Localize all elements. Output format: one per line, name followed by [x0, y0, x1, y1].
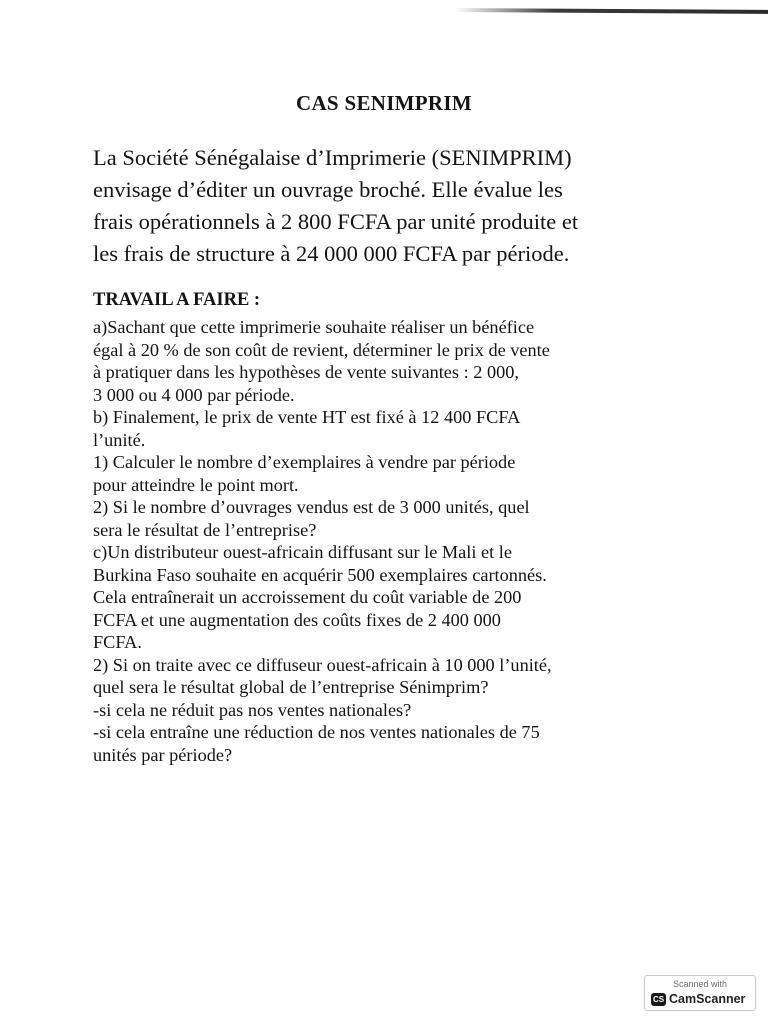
body-line: sera le résultat de l’entreprise?	[93, 519, 317, 540]
body-line: b) Finalement, le prix de vente HT est fixé à 12 400 FCFA	[93, 407, 521, 427]
intro-line: envisage d’éditer un ouvrage broché. Elle évalue les	[93, 177, 563, 202]
body-line: 2) Si on traite avec ce diffuseur ouest-africain à 10 000 l’unité,	[93, 654, 552, 675]
intro-paragraph	[93, 142, 713, 270]
body-line: FCFA.	[93, 632, 142, 652]
body-line: Cela entraînerait un accroissement du coût variable de 200	[93, 587, 522, 607]
body-line: -si cela ne réduit pas nos ventes nationales?	[93, 699, 412, 720]
exercise-body	[93, 316, 723, 766]
body-line: égal à 20 % de son coût de revient, déterminer le prix de vente	[93, 339, 550, 360]
body-line: unités par période?	[93, 744, 233, 765]
body-line: a)Sachant que cette imprimerie souhaite réaliser un bénéfice	[93, 317, 535, 337]
body-line: -si cela entraîne une réduction de nos ventes nationales de 75	[93, 722, 540, 742]
document-title: CAS SENIMPRIM	[296, 91, 472, 115]
camscanner-logo-icon: CS	[652, 995, 665, 1004]
body-line: 3 000 ou 4 000 par période.	[93, 384, 295, 405]
body-line: quel sera le résultat global de l’entreprise Sénimprim?	[93, 677, 489, 697]
body-line: pour atteindre le point mort.	[93, 474, 299, 495]
intro-line: les frais de structure à 24 000 000 FCFA par période.	[93, 241, 570, 266]
scanned-with-label: Scanned with	[672, 979, 728, 989]
page-edge-shadow	[455, 8, 768, 14]
body-line: à pratiquer dans les hypothèses de vente suivantes : 2 000,	[93, 362, 519, 382]
intro-line: frais opérationnels à 2 800 FCFA par unité produite et	[93, 209, 579, 234]
camscanner-watermark	[644, 975, 756, 1011]
body-line: FCFA et une augmentation des coûts fixes de 2 400 000	[93, 609, 501, 630]
intro-line: La Société Sénégalaise d’Imprimerie (SENIMPRIM)	[93, 145, 572, 170]
body-line: 2) Si le nombre d’ouvrages vendus est de 3 000 unités, quel	[93, 497, 530, 517]
body-line: l’unité.	[93, 429, 146, 450]
section-heading: TRAVAIL A FAIRE :	[93, 290, 261, 310]
body-line: c)Un distributeur ouest-africain diffusant sur le Mali et le	[93, 542, 512, 562]
body-line: 1) Calculer le nombre d’exemplaires à vendre par période	[93, 452, 516, 472]
camscanner-name: CamScanner	[669, 992, 746, 1006]
body-line: Burkina Faso souhaite en acquérir 500 exemplaires cartonnés.	[93, 564, 547, 585]
